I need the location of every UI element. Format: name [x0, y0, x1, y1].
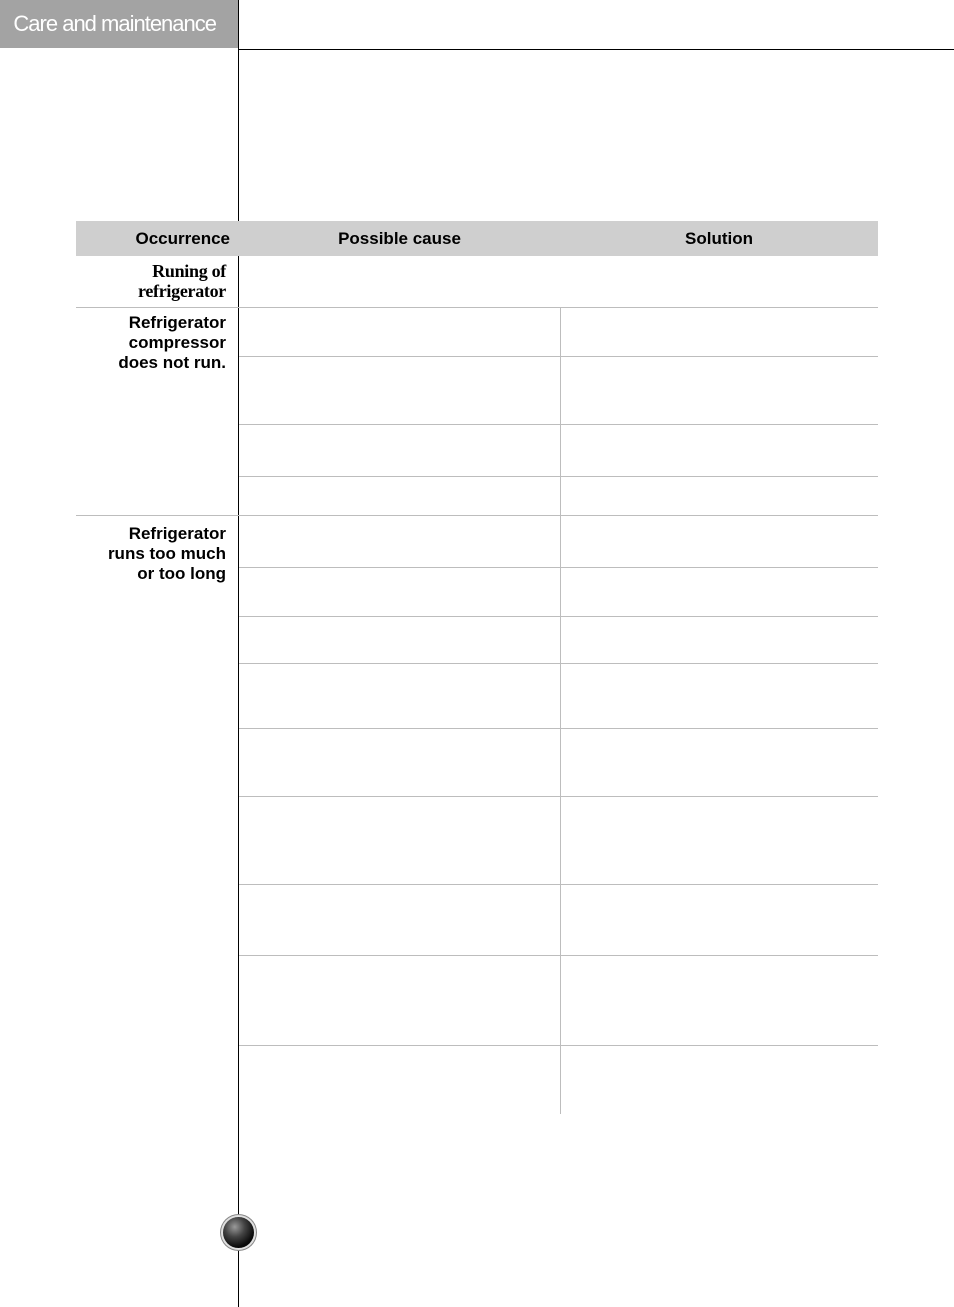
table-row-divider — [239, 567, 878, 568]
section-title: Care and maintenance — [13, 11, 216, 36]
column-divider — [560, 308, 561, 515]
table-row-divider — [239, 356, 878, 357]
occurrence-line: does not run. — [118, 353, 226, 372]
column-header-possible-cause: Possible cause — [338, 229, 461, 248]
page-margin-rule — [238, 0, 239, 1307]
occurrence-line: Runing of — [152, 261, 226, 281]
occurrence-line: or too long — [137, 564, 226, 583]
table-header — [76, 221, 878, 256]
table-row-divider — [76, 307, 878, 308]
section-tab — [0, 0, 238, 48]
table-row-divider — [239, 616, 878, 617]
occurrence-running-of-refrigerator — [76, 261, 226, 301]
column-header-occurrence: Occurrence — [135, 229, 230, 248]
table-row-divider — [239, 955, 878, 956]
table-row-divider — [239, 663, 878, 664]
column-header-solution: Solution — [685, 229, 753, 248]
occurrence-line: refrigerator — [138, 281, 226, 301]
table-row-divider — [239, 1045, 878, 1046]
table-row-divider — [239, 728, 878, 729]
occurrence-line: runs too much — [107, 544, 226, 563]
header-rule — [238, 49, 954, 50]
table-row-divider — [239, 476, 878, 477]
page-marker-icon — [223, 1217, 254, 1248]
occurrence-line: compressor — [128, 333, 226, 352]
table-row-divider — [239, 884, 878, 885]
occurrence-line: Refrigerator — [128, 524, 226, 543]
occurrence-compressor-does-not-run — [76, 313, 226, 373]
table-row-divider — [239, 796, 878, 797]
column-divider — [560, 516, 561, 1114]
occurrence-line: Refrigerator — [128, 313, 226, 332]
table-row-divider — [239, 424, 878, 425]
occurrence-runs-too-much — [76, 524, 226, 584]
table-row-divider — [76, 515, 878, 516]
